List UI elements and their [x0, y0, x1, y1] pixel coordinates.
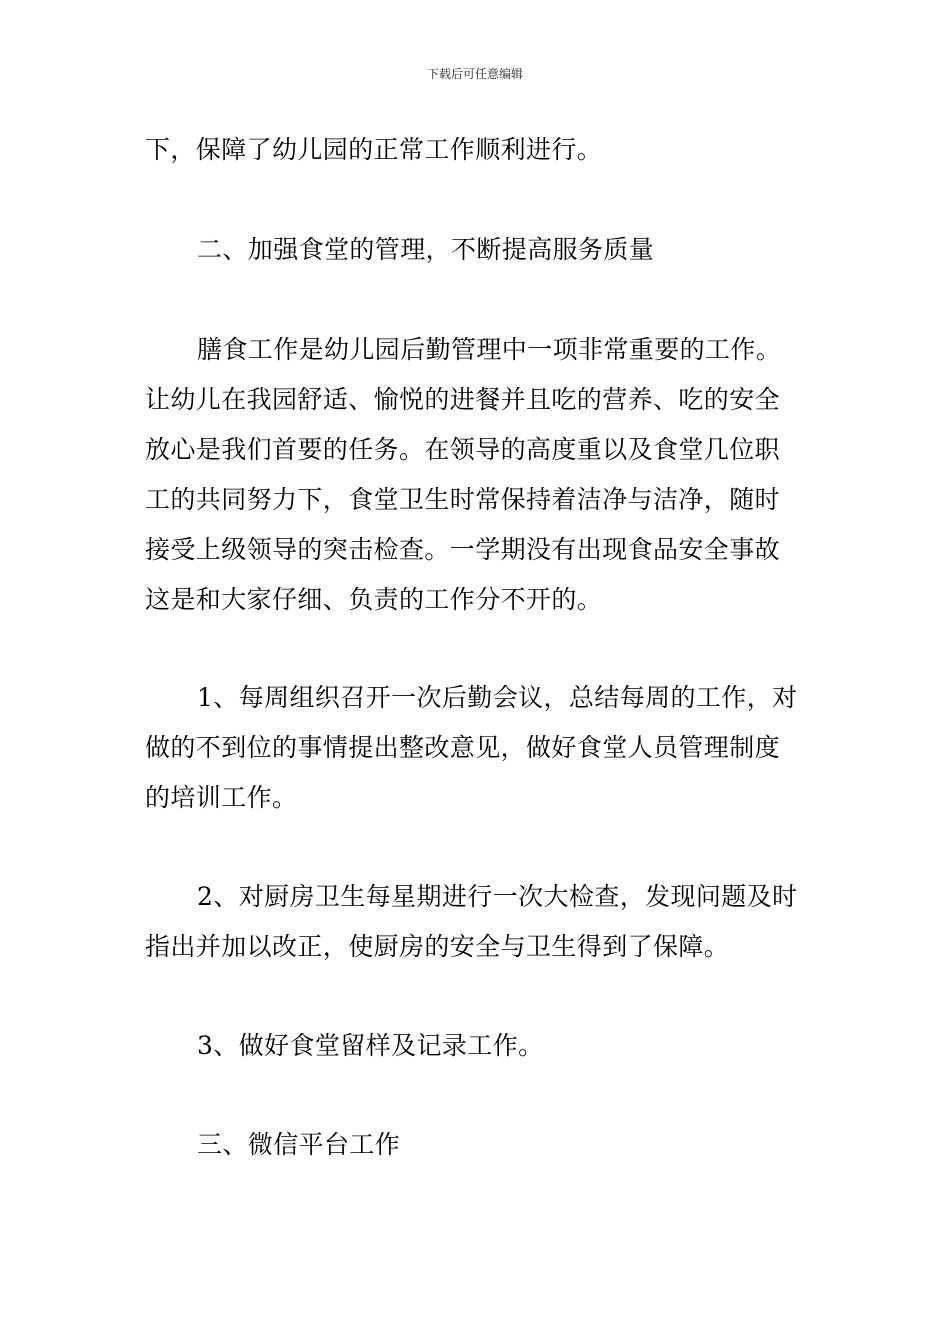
heading-text: 二、加强食堂的管理，不断提高服务质量	[197, 235, 655, 264]
text-line: 这是和大家仔细、负责的工作分不开的。	[145, 585, 603, 614]
text-line: 指出并加以改正，使厨房的安全与卫生得到了保障。	[145, 932, 730, 961]
text-line: 下，保障了幼儿园的正常工作顺利进行。	[145, 135, 603, 164]
text-line: 接受上级领导的突击检查。一学期没有出现食品安全事故	[145, 535, 781, 564]
paragraph-continuation	[145, 125, 809, 175]
text-line: 工的共同努力下，食堂卫生时常保持着洁净与洁净，随时	[145, 485, 781, 514]
text-line: 让幼儿在我园舒适、愉悦的进餐并且吃的营养、吃的安全	[145, 385, 781, 414]
list-item-2	[145, 872, 809, 972]
text-line: 1、每周组织召开一次后勤会议，总结每周的工作，对	[197, 683, 798, 712]
section-heading-canteen	[145, 225, 809, 275]
paragraph-meal-work	[145, 325, 809, 625]
list-item-3	[145, 1021, 809, 1071]
text-line: 放心是我们首要的任务。在领导的高度重以及食堂几位职	[145, 435, 781, 464]
section-heading-wechat	[145, 1120, 809, 1170]
page-header-note: 下载后可任意编辑	[426, 67, 523, 81]
list-item-1	[145, 673, 809, 823]
text-line: 2、对厨房卫生每星期进行一次大检查，发现问题及时	[197, 882, 798, 911]
text-line: 做的不到位的事情提出整改意见，做好食堂人员管理制度	[145, 733, 781, 762]
heading-text: 三、微信平台工作	[197, 1130, 401, 1159]
text-line: 3、做好食堂留样及记录工作。	[197, 1031, 544, 1060]
text-line: 膳食工作是幼儿园后勤管理中一项非常重要的工作。	[197, 335, 782, 364]
text-line: 的培训工作。	[145, 783, 298, 812]
